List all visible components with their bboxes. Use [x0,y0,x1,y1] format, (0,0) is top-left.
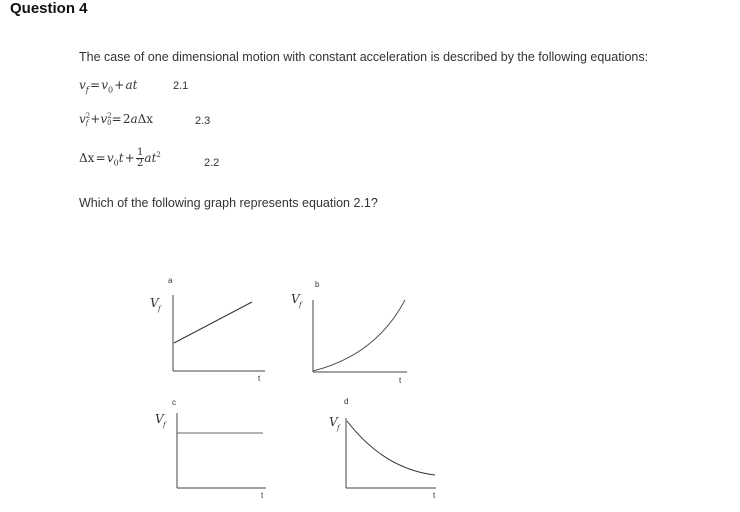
graph-c-letter: c [172,398,176,407]
equation-2-1: $v_f$ = $v_0$ + at [79,78,138,95]
graph-b-x-label: t [399,376,402,385]
graph-b-y-sub: f [299,301,302,309]
graph-d-y-label: V [329,415,338,429]
graph-d-curve [347,421,435,475]
graph-c-y-sub: f [163,421,166,429]
equation-2-2: Δx = $v_0t$ + $\frac{1}{2}$ $at^2$ [79,147,161,169]
graph-b-y-label: V [291,292,300,306]
equation-2-3: v 2 f +v 2 0 = 2aΔx [79,111,154,127]
graph-c-y-label: V [155,412,164,426]
graph-c-x-label: t [261,491,264,500]
graph-a-y-label: V [150,296,159,310]
graph-a-y-sub: f [158,305,161,313]
graph-b-letter: b [315,280,320,289]
graph-c[interactable] [155,398,266,500]
graph-d-letter: d [344,397,349,406]
equation-2-2-number: 2.2 [204,157,220,169]
equation-2-1-number: 2.1 [173,80,189,92]
graph-b[interactable] [291,280,407,385]
graph-a-letter: a [168,276,173,285]
graph-d-x-label: t [433,491,436,500]
equation-2-3-number: 2.3 [195,115,211,127]
graph-a-x-label: t [258,374,261,383]
graph-b-curve [313,300,405,371]
question-prompt: Which of the following graph represents equation 2.1? [79,196,378,210]
intro-text: The case of one dimensional motion with constant acceleration is described by the following equations: [79,50,649,64]
graph-a-curve [174,302,252,343]
graph-d[interactable] [329,397,436,500]
question-title: Question 4 [10,0,88,17]
graph-a[interactable] [150,276,265,383]
graph-d-y-sub: f [337,424,340,432]
